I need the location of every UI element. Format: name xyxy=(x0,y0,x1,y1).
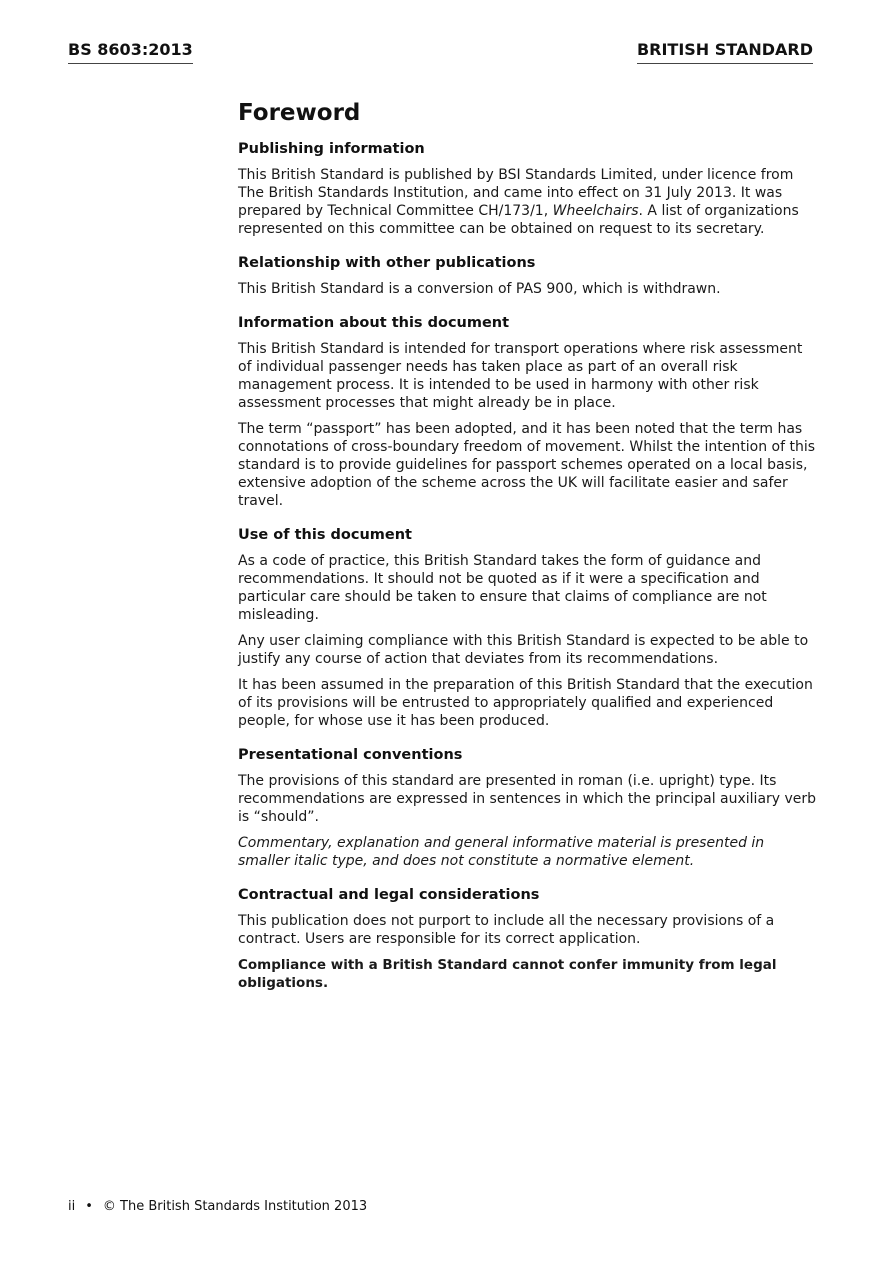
paragraph: Any user claiming compliance with this British Standard is expected to be able to justify any course of action that deviates from its recommendations. xyxy=(238,633,809,667)
header-publisher: BRITISH STANDARD xyxy=(637,40,813,64)
section-heading: Relationship with other publications xyxy=(238,255,536,271)
commentary-paragraph: Commentary, explanation and general informative material is presented in smaller italic type, and does not constitute a normative element. xyxy=(238,835,765,869)
header-standard-number: BS 8603:2013 xyxy=(68,40,193,64)
paragraph: The term “passport” has been adopted, and it has been noted that the term has connotations of cross-boundary freedom of movement. Whilst the intention of this standard is to provide guidelines for passport schemes operated on a local basis, extensive adoption of the scheme across the UK will facilitate easier and safer travel. xyxy=(238,421,816,509)
paragraph xyxy=(238,166,820,238)
section-heading: Information about this document xyxy=(238,315,510,331)
committee-name: Wheelchairs xyxy=(552,203,639,219)
paragraph: This British Standard is intended for transport operations where risk assessment of individual passenger needs has taken place as part of an overall risk management process. It is intended to be used in harmony with other risk assessment processes that might already be in place. xyxy=(238,341,803,411)
paragraph: This publication does not purport to include all the necessary provisions of a contract. Users are responsible for its correct application. xyxy=(238,913,775,947)
paragraph: This British Standard is a conversion of PAS 900, which is withdrawn. xyxy=(238,281,721,297)
section-heading: Presentational conventions xyxy=(238,747,463,763)
paragraph-text: . A list of organizations represented on this committee can be obtained on request to its secretary. xyxy=(238,203,799,237)
section-information xyxy=(238,314,820,510)
paragraph: The provisions of this standard are presented in roman (i.e. upright) type. Its recommendations are expressed in sentences in which the principal auxiliary verb is “should”. xyxy=(238,773,817,825)
section-contractual xyxy=(238,886,820,992)
copyright-notice: © The British Standards Institution 2013 xyxy=(102,1199,368,1214)
paragraph-text: This British Standard is published by BSI Standards Limited, under licence from The British Standards Institution, and came into effect on 31 July 2013. It was prepared by Technical Committee CH/173/1, xyxy=(238,167,794,219)
section-heading: Contractual and legal considerations xyxy=(238,887,540,903)
page-number: ii xyxy=(68,1199,76,1214)
section-heading: Publishing information xyxy=(238,141,425,157)
foreword-content xyxy=(238,96,820,1008)
page-footer xyxy=(68,1199,367,1215)
section-presentational xyxy=(238,746,820,870)
bullet-separator: • xyxy=(85,1199,93,1214)
legal-notice: Compliance with a British Standard cannot confer immunity from legal obligations. xyxy=(238,957,777,991)
section-publishing-information xyxy=(238,140,820,238)
section-relationship xyxy=(238,254,820,298)
section-use xyxy=(238,526,820,730)
page-title: Foreword xyxy=(238,100,361,126)
paragraph: It has been assumed in the preparation of this British Standard that the execution of its provisions will be entrusted to appropriately qualified and experienced people, for whose use it has been produced. xyxy=(238,677,813,729)
paragraph: As a code of practice, this British Standard takes the form of guidance and recommendations. It should not be quoted as if it were a specification and particular care should be taken to ensure that claims of compliance are not misleading. xyxy=(238,553,767,623)
section-heading: Use of this document xyxy=(238,527,412,543)
